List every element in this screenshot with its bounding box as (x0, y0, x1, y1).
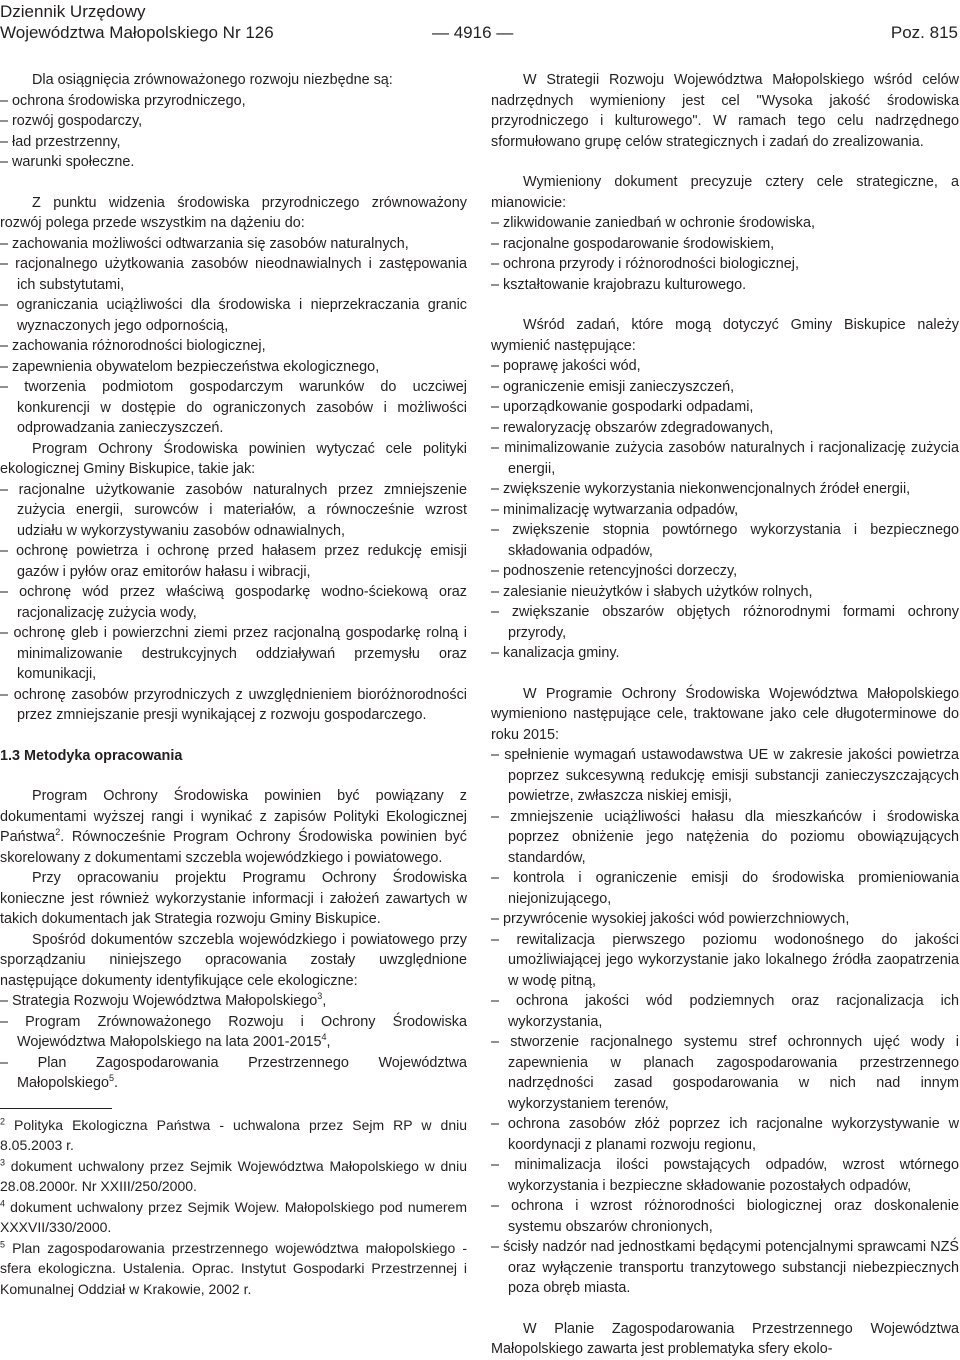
list-item: – racjonalnego użytkowania zasobów nieodnawialnych i zastępowania ich substytutami, (0, 256, 467, 293)
list-item: – ochronę gleb i powierzchni ziemi przez racjonalną gospodarkę rolną i minimalizowanie destrukcyjnych oddziaływań przemysłu oraz komunikacji, (0, 625, 467, 682)
list-item: – tworzenia podmiotom gospodarczym warunków do uczciwej konkurencji w dostępie do ograniczonych zasobów i możliwości odprowadzania zanieczyszczeń. (0, 379, 467, 436)
section-heading: 1.3 Metodyka opracowania (0, 747, 183, 764)
list-item: – minimalizowanie zużycia zasobów naturalnych i racjonalizację zużycia energii, (491, 440, 959, 477)
list-item: – Plan Zagospodarowania Przestrzennego Województwa Małopolskiego$^5$. (0, 1054, 467, 1091)
paragraph: Przy opracowaniu projektu Programu Ochrony Środowiska konieczne jest również wykorzystanie informacji i założeń zawartych w takich dokumentach jak Strategia rozwoju Gminy Biskupice. (0, 870, 467, 927)
list-item: – Program Zrównoważonego Rozwoju i Ochrony Środowiska Województwa Małopolskiego na lata 2001-2015$^4$, (0, 1013, 467, 1050)
left-column (0, 70, 467, 1299)
list-item: – rewitalizacja pierwszego poziomu wodonośnego do jakości umożliwiającej jego wykorzystanie jako lokalnego źródła zaopatrzenia w wodę pitną, (491, 931, 959, 989)
list-item: – ochrona i wzrost różnorodności biologicznej oraz doskonalenie systemu obszarów chronionych, (491, 1198, 959, 1235)
paragraph: Wśród zadań, które mogą dotyczyć Gminy Biskupice należy wymienić następujące: (491, 317, 959, 354)
list-item: – racjonalne gospodarowanie środowiskiem, (491, 235, 775, 252)
page-number: — 4916 — (432, 23, 514, 42)
list-item: – ochronę zasobów przyrodniczych z uwzględnieniem bioróżnorodności przez zmniejszanie presji wynikającej z rozwoju gospodarczego. (0, 686, 467, 723)
list-item: – zwiększanie obszarów objętych różnorodnymi formami ochrony przyrody, (491, 604, 959, 641)
list-item: – rewaloryzację obszarów zdegradowanych, (491, 419, 774, 436)
list-item: – Strategia Rozwoju Województwa Małopolskiego$^3$, (0, 991, 327, 1009)
list-item: – poprawę jakości wód, (491, 358, 641, 374)
list-item: – minimalizację wytwarzania odpadów, (491, 501, 739, 518)
paragraph: W Programie Ochrony Środowiska Województwa Małopolskiego wymieniono następujące cele, traktowane jako cele długoterminowe do roku 2015: (491, 685, 959, 743)
footnote: $^5$ Plan zagospodarowania przestrzennego województwa małopolskiego - sfera ekologiczna. Ustalenia. Oprac. Instytut Gospodarki Przestrzennej i Komunalnej Oddział w Krakowie, 2002 r. (0, 1238, 467, 1297)
paragraph: W Planie Zagospodarowania Przestrzennego Województwa Małopolskiego zawarta jest problematyka sfery ekolo- (491, 1320, 959, 1357)
list-item: – kanalizacja gminy. (491, 645, 620, 661)
list-item: – ograniczania uciążliwości dla środowiska i nieprzekraczania granic wyznaczonych jego odpornością, (0, 297, 467, 334)
list-item: – stworzenie racjonalnego systemu stref ochronnych ujęć wody i zapewnienia w planach zagospodarowania przestrzennego nadrzędności zasad gospodarowania w nich nad innym wykorzystaniem terenów, (491, 1034, 959, 1112)
list-item: – zmniejszenie uciążliwości hałasu dla mieszkańców i środowiska poprzez obniżenie jego natężenia do poziomu obowiązujących standardów, (491, 808, 959, 866)
list-item: – ochrona środowiska przyrodniczego, (0, 92, 246, 109)
list-item: – zapewnienia obywatelom bezpieczeństwa ekologicznego, (0, 358, 380, 375)
list-item: – uporządkowanie gospodarki odpadami, (491, 399, 754, 415)
list-item: – podnoszenie retencyjności dorzeczy, (491, 563, 738, 579)
list-item: – ścisły nadzór nad jednostkami będącymi potencjalnymi sprawcami NZŚ oraz wyłączenie transportu tranzytowego substancji niebezpiecznych poza obręb miasta. (491, 1239, 959, 1296)
list-item: – zwiększenie wykorzystania niekonwencjonalnych źródeł energii, (491, 481, 911, 497)
footnote: $^3$ dokument uchwalony przez Sejmik Województwa Małopolskiego w dniu 28.08.2000r. Nr XXIII/250/2000. (0, 1156, 467, 1194)
paragraph: Dla osiągnięcia zrównoważonego rozwoju niezbędne są: (32, 72, 393, 88)
list-item: – rozwój gospodarczy, (0, 113, 143, 129)
list-item: – ochrona zasobów złóż poprzez ich racjonalne wykorzystywanie w koordynacji z planami rozwoju regionu, (491, 1116, 959, 1153)
paragraph: Wymieniony dokument precyzuje cztery cele strategiczne, a mianowicie: (491, 174, 959, 211)
list-item: – zachowania możliwości odtwarzania się zasobów naturalnych, (0, 235, 409, 252)
footnote: $^4$ dokument uchwalony przez Sejmik Wojew. Małopolskiego pod numerem XXXVII/330/2000. (0, 1197, 467, 1235)
list-item: – ograniczenie emisji zanieczyszczeń, (491, 378, 735, 395)
list-item: – ochronę powietrza i ochronę przed hałasem przez redukcję emisji gazów i pyłów oraz emitorów hałasu i wibracji, (0, 543, 467, 580)
paragraph: Program Ochrony Środowiska powinien wytyczać cele polityki ekologicznej Gminy Biskupice, takie jak: (0, 440, 467, 477)
page-header (0, 0, 960, 44)
list-item: – ochrona przyrody i różnorodności biologicznej, (491, 256, 799, 272)
position-number: Poz. 815 (890, 23, 958, 42)
footnote: $^2$ Polityka Ekologiczna Państwa - uchwalona przez Sejm RP w dniu 8.05.2003 r. (0, 1115, 467, 1153)
paragraph: Z punktu widzenia środowiska przyrodniczego zrównoważony rozwój polega przede wszystkim na dążeniu do: (0, 194, 467, 231)
paragraph: Spośród dokumentów szczebla wojewódzkiego i powiatowego przy sporządzaniu niniejszego opracowania zostały uwzględnione następujące dokumenty identyfikujące cele ekologiczne: (0, 931, 467, 989)
list-item: – ochronę wód przez właściwą gospodarkę wodno-ściekową oraz racjonalizację zużycia wody, (0, 584, 467, 621)
list-item: – zlikwidowanie zaniedbań w ochronie środowiska, (491, 215, 815, 231)
list-item: – kontrola i ograniczenie emisji do środowiska promieniowania niejonizującego, (491, 870, 959, 907)
paragraph: W Strategii Rozwoju Województwa Małopolskiego wśród celów nadrzędnych wymieniony jest cel "Wysoka jakość środowiska przyrodniczego i kulturowego". W ramach tego celu nadrzędnego sformułowano grupę celów strategicznych i zadań do zrealizowania. (491, 72, 959, 150)
footnote-ref: 5 (109, 1073, 115, 1084)
right-column (491, 70, 959, 1360)
paragraph: Program Ochrony Środowiska powinien być powiązany z dokumentami wyższej rangi i wynikać z zapisów Polityki Ekologicznej Państwa$^2$. Równocześnie Program Ochrony Środowiska powinien być skorelowany z dokumentami szczebla wojewódzkiego i powiatowego. (0, 788, 467, 866)
list-item: – przywrócenie wysokiej jakości wód powierzchniowych, (491, 911, 850, 927)
footnote-divider (0, 1108, 112, 1109)
journal-issue: Województwa Małopolskiego Nr 126 (0, 23, 274, 42)
journal-title: Dziennik Urzędowy (0, 2, 146, 21)
footnote-ref: 4 (321, 1032, 327, 1043)
list-item: – kształtowanie krajobrazu kulturowego. (491, 276, 747, 293)
list-item: – ochrona jakości wód podziemnych oraz racjonalizacja ich wykorzystania, (491, 993, 959, 1030)
list-item: – spełnienie wymagań ustawodawstwa UE w zakresie jakości powietrza poprzez sukcesywną redukcję emisji substancji zanieczyszczających powietrze, zwłaszcza niskiej emisji, (491, 747, 959, 804)
list-item: – racjonalne użytkowanie zasobów naturalnych przez zmniejszenie zużycia energii, surowców i materiałów, a równocześnie wzrost udziału w wykorzystywaniu zasobów odnawialnych, (0, 481, 467, 539)
list-item: – zalesianie nieużytków i słabych użytków rolnych, (491, 583, 813, 600)
list-item: – zachowania różnorodności biologicznej, (0, 338, 266, 354)
list-item: – minimalizacja ilości powstających odpadów, wzrost wtórnego wykorzystania i bezpieczne składowanie pozostałych odpadów, (491, 1157, 959, 1194)
footnote-ref: 3 (317, 991, 323, 1002)
footnote-ref: 2 (55, 827, 61, 838)
list-item: – ład przestrzenny, (0, 133, 121, 150)
list-item: – zwiększenie stopnia powtórnego wykorzystania i bezpiecznego składowania odpadów, (491, 522, 959, 559)
list-item: – warunki społeczne. (0, 154, 135, 170)
